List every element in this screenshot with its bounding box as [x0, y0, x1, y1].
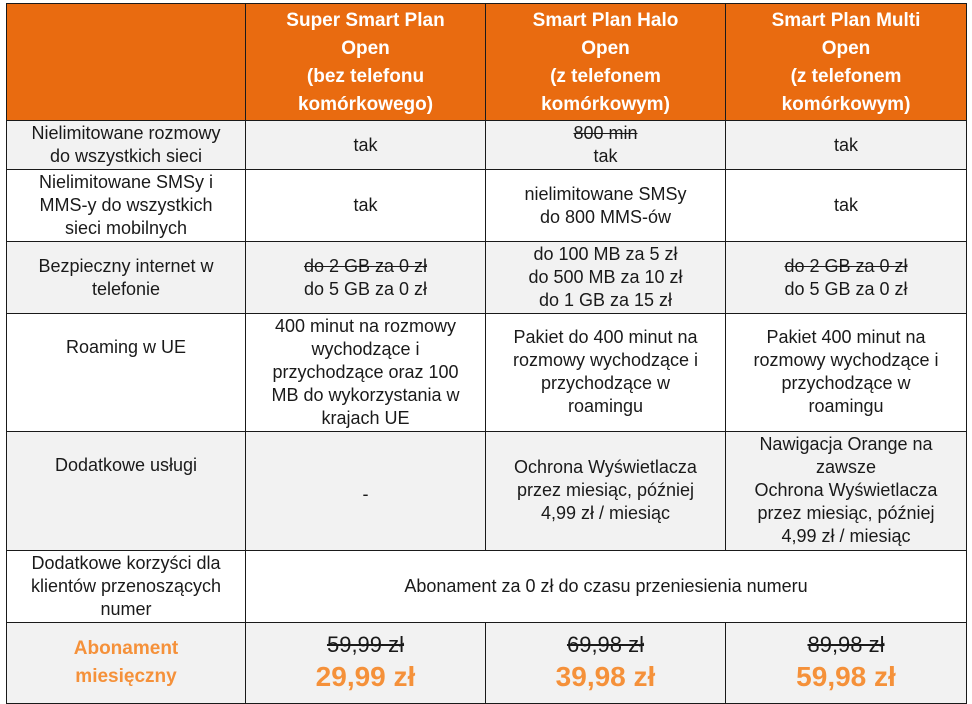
value-line: zawsze	[815, 457, 877, 477]
value-line: przychodzące w	[781, 373, 911, 393]
cell-plan2	[486, 170, 726, 242]
row-label	[7, 121, 246, 170]
plan-header-multi	[726, 4, 967, 121]
new-price: 59,98 zł	[796, 661, 896, 692]
old-value: do 2 GB za 0 zł	[784, 255, 908, 276]
value-line: przez miesiąc, później	[516, 480, 695, 500]
cell-plan3: tak	[726, 170, 967, 242]
price-plan2	[486, 623, 726, 704]
cell-plan2	[486, 121, 726, 170]
value-line: Pakiet 400 minut na	[766, 327, 926, 347]
header-line: Open	[821, 38, 871, 59]
row-extras	[7, 432, 967, 551]
value-line: nielimitowane SMSy	[524, 183, 687, 204]
value-line: przychodzące oraz 100	[272, 362, 459, 382]
value-line: Ochrona Wyświetlacza	[514, 457, 697, 477]
new-price: 29,99 zł	[315, 661, 416, 692]
value-line: do 1 GB za 15 zł	[538, 290, 673, 310]
value-line: do 100 MB za 5 zł	[533, 244, 678, 264]
header-line: komórkowym)	[781, 94, 911, 115]
price-label	[7, 623, 246, 704]
label-line: klientów przenoszących	[30, 576, 222, 596]
row-roaming	[7, 314, 967, 432]
cell-plan1	[246, 314, 486, 432]
value-line: do 500 MB za 10 zł	[528, 267, 683, 287]
value-line: Nawigacja Orange na	[759, 434, 933, 454]
row-label: Dodatkowe usługi	[7, 432, 246, 551]
label-line: MMS-y do wszystkich	[39, 195, 213, 215]
cell-plan1: tak	[246, 121, 486, 170]
label-line: Bezpieczny internet w	[38, 255, 214, 276]
header-line: komórkowego)	[297, 94, 434, 115]
cell-plan3	[726, 432, 967, 551]
new-value: do 5 GB za 0 zł	[784, 278, 908, 299]
row-label	[7, 551, 246, 623]
value-line: przez miesiąc, później	[757, 503, 935, 523]
value-line: przychodzące w	[540, 373, 671, 393]
cell-plan2	[486, 314, 726, 432]
porting-benefit: Abonament za 0 zł do czasu przeniesienia numeru	[246, 551, 967, 623]
value-line: 4,99 zł / miesiąc	[781, 526, 911, 546]
label-line: Nielimitowane SMSy i	[38, 172, 214, 192]
value-line: rozmowy wychodzące i	[512, 350, 699, 370]
value-line: rozmowy wychodzące i	[753, 350, 939, 370]
new-price: 39,98 zł	[555, 661, 656, 692]
plan-header-super-smart	[246, 4, 486, 121]
new-value: tak	[593, 146, 618, 166]
old-price: 89,98 zł	[807, 632, 885, 657]
cell-plan1: tak	[246, 170, 486, 242]
header-line: Open	[341, 38, 390, 59]
header-line: komórkowym)	[541, 94, 670, 115]
header-line: Open	[581, 38, 630, 59]
new-value: do 5 GB za 0 zł	[303, 278, 428, 299]
header-line: (z telefonem	[550, 66, 661, 87]
label-line: Abonament	[73, 638, 179, 659]
value-line: 4,99 zł / miesiąc	[540, 503, 671, 523]
header-line: Smart Plan Multi	[771, 10, 921, 31]
old-value: 800 min	[573, 123, 638, 143]
label-line: numer	[100, 599, 152, 619]
row-internet	[7, 242, 967, 314]
row-porting	[7, 551, 967, 623]
value-line: 400 minut na rozmowy	[274, 316, 457, 336]
cell-plan2	[486, 242, 726, 314]
cell-plan1	[246, 242, 486, 314]
label-line: Nielimitowane rozmowy	[31, 123, 221, 143]
label-line: Dodatkowe korzyści dla	[31, 553, 221, 573]
header-line: (bez telefonu	[306, 66, 425, 87]
cell-plan3: tak	[726, 121, 967, 170]
label-line: telefonie	[91, 278, 161, 299]
header-line: (z telefonem	[790, 66, 902, 87]
cell-plan2	[486, 432, 726, 551]
value-line: roamingu	[567, 396, 644, 416]
row-price	[7, 623, 967, 704]
value-line: do 800 MMS-ów	[539, 206, 672, 227]
plan-comparison-table	[6, 3, 967, 704]
row-label	[7, 170, 246, 242]
row-label	[7, 242, 246, 314]
cell-plan3	[726, 242, 967, 314]
cell-plan3	[726, 314, 967, 432]
header-line: Super Smart Plan	[286, 10, 445, 31]
label-line: miesięczny	[75, 666, 177, 687]
row-label: Roaming w UE	[7, 314, 246, 432]
header-row	[7, 4, 967, 121]
value-line: Ochrona Wyświetlacza	[754, 480, 938, 500]
old-price: 69,98 zł	[566, 632, 645, 657]
label-line: sieci mobilnych	[64, 218, 188, 238]
old-value: do 2 GB za 0 zł	[303, 255, 428, 276]
header-corner	[7, 4, 246, 121]
price-plan3	[726, 623, 967, 704]
row-sms	[7, 170, 967, 242]
row-calls	[7, 121, 967, 170]
header-line: Smart Plan Halo	[532, 10, 679, 31]
value-line: roamingu	[808, 396, 884, 416]
value-line: MB do wykorzystania w	[271, 385, 460, 405]
value-line: krajach UE	[321, 408, 410, 428]
plan-header-halo	[486, 4, 726, 121]
old-price: 59,99 zł	[326, 632, 405, 657]
cell-plan1: -	[246, 432, 486, 551]
value-line: Pakiet do 400 minut na	[513, 327, 698, 347]
label-line: do wszystkich sieci	[49, 146, 203, 166]
value-line: wychodzące i	[311, 339, 420, 359]
price-plan1	[246, 623, 486, 704]
